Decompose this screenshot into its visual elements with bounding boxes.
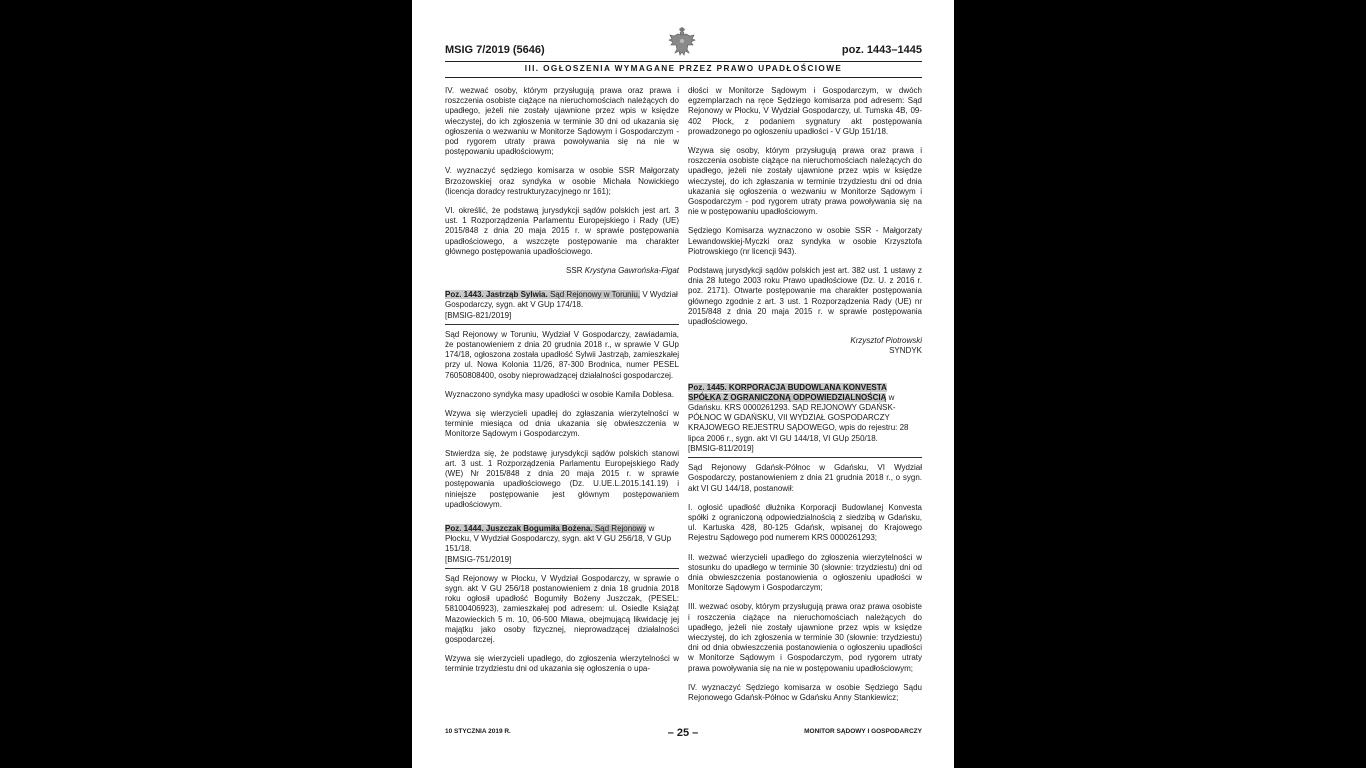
paragraph: I. ogłosić upadłość dłużnika Korporacji Budowlanej Konvesta spółki z ograniczoną odpowiedzialnością z siedzibą w Gdańsku, ul. Kartuska 428, 80-125 Gdańsk, wpisanej do Krajowego Rejestru Sądowego pod numerem KRS 0000261293; bbox=[688, 502, 922, 543]
paragraph: Stwierdza się, że podstawę jurysdykcji sądów polskich stanowi art. 3 ust. 1 Rozporządzenia Parlamentu Europejskiego Rady (WE) Nr 2015/848 z dnia 20 maja 2015 r. w sprawie postępowania upadłościowego (Dz. U.UE.L.2015.141.19) i niniejsze postępowanie jest głównym postępowaniem upadłościowym. bbox=[445, 448, 679, 509]
announcement-number: Poz. 1444. Juszczak Bogumiła Bożena. bbox=[445, 523, 593, 533]
paragraph: II. wezwać wierzycieli upadłego do zgłoszenia wierzytelności w stosunku do upadłego w terminie 30 (słownie: trzydziestu) dni od dnia obwieszczenia postanowienia o ogłoszeniu upadłości w Monitorze Sądowym i Gospodarczym; bbox=[688, 552, 922, 593]
left-column bbox=[445, 86, 679, 684]
announcement-court: Sąd Rejonowy w Toruniu, bbox=[548, 290, 640, 299]
announcement-description: w Gdańsku. KRS 0000261293. SĄD REJONOWY GDAŃSK-PÓŁNOC W GDAŃSKU, VII WYDZIAŁ GOSPODARCZY KRAJOWEGO REJESTRU SĄDOWEGO, wpis do rejestru: 28 lipca 2006 r., sygn. akt VI GU 144/18, VI GUp 250/18. bbox=[688, 392, 909, 443]
signature bbox=[445, 266, 679, 276]
announcement-description: w Płocku, V Wydział Gospodarczy, sygn. akt V GU 256/18, V GUp 151/18. bbox=[445, 523, 672, 554]
signature-prefix: SSR bbox=[566, 266, 583, 276]
right-column bbox=[688, 86, 922, 712]
announcement-court: Sąd Rejonowy bbox=[593, 524, 647, 533]
announcement-ref: [BMSIG-821/2019] bbox=[445, 310, 512, 320]
header-rule-bottom bbox=[445, 77, 922, 78]
paragraph: VI. określić, że podstawą jurysdykcji sądów polskich jest art. 3 ust. 1 Rozporządzenia Parlamentu Europejskiego i Rady (UE) 2015/848 z dnia 20 maja 2015 r. w sprawie postępowania upadłościowego, a wszczęte postępowanie ma charakter głównego postępowania upadłościowego. bbox=[445, 206, 679, 256]
section-title: III. OGŁOSZENIA WYMAGANE PRZEZ PRAWO UPADŁOŚCIOWE bbox=[524, 64, 843, 73]
signature-role: SYNDYK bbox=[889, 346, 922, 356]
paragraph: Sąd Rejonowy w Płocku, V Wydział Gospodarczy, w sprawie o sygn. akt V GU 256/18 postanowieniem z dnia 18 grudnia 2018 roku ogłosił upadłość Bogumiły Bożeny Juszczak, (PESEL: 58100406923), zamieszkałej pod adresem: ul. Osiedle Książąt Mazowieckich 5 m. 10, 06-500 Mława, obejmującą likwidację jej majątku jako osoby fizycznej, nieprowadzącej działalności gospodarczej. bbox=[445, 573, 679, 644]
announcement-header-1445 bbox=[688, 383, 922, 458]
paragraph: III. wezwać osoby, którym przysługują prawa oraz prawa osobiste i roszczenia ciążące na nieruchomościach należących do upadłego, jeżeli nie zostały ujawnione przez wpis w księdze wieczystej, do ich zgłoszenia w terminie 30 (słownie: trzydziestu) dni od dnia obwieszczenia postanowienia o ogłoszeniu upadłości w Monitorze Sądowym i Gospodarczym, pod rygorem utraty prawa powoływania się na nie w postępowaniu upadłościowym; bbox=[688, 602, 922, 673]
announcement-ref: [BMSIG-751/2019] bbox=[445, 554, 512, 564]
paragraph: IV. wezwać osoby, którym przysługują prawa oraz prawa i roszczenia osobiste ciążące na nieruchomościach należących do upadłego, jeżeli nie zostały ujawnione przez wpis w księdze wieczystej, do ich zgłoszenia w terminie 30 dni od ukazania się ogłoszenia o wezwaniu w Monitorze Sądowym i Gospodarczym - pod rygorem utraty prawa powoływania się na nie w postępowaniu upadłościowym; bbox=[445, 86, 679, 157]
position-range: poz. 1443–1445 bbox=[841, 44, 922, 56]
announcement-number: Poz. 1445. KORPORACJA BUDOWLANA KONVESTA SPÓŁKA Z OGRANICZONĄ ODPOWIEDZIALNOŚCIĄ bbox=[688, 382, 887, 402]
announcement-description: V Wydział Gospodarczy, sygn. akt V GUp 174/18. bbox=[445, 290, 678, 310]
paragraph: Sąd Rejonowy w Toruniu, Wydział V Gospodarczy, zawiadamia, że postanowieniem z dnia 20 grudnia 2018 r., w sprawie V GUp 174/18, ogłoszona została upadłość Sylwii Jastrząb, zamieszkałej przy ul. Nowa Kolonia 11/26, 87-300 Brodnica, numer PESEL 76050808400, osoby nieprowadzącej działalności gospodarczej. bbox=[445, 329, 679, 380]
paragraph: Sąd Rejonowy Gdańsk-Północ w Gdańsku, VI Wydział Gospodarczy, postanowieniem z dnia 21 grudnia 2018 r., o sygn. akt VI GU 144/18, postanowił: bbox=[688, 463, 922, 493]
paragraph: Sędziego Komisarza wyznaczono w osobie SSR - Małgorzaty Lewandowskiej-Myczki oraz syndyka w osobie Krzysztofa Piotrowskiego (nr licencji 943). bbox=[688, 226, 922, 256]
announcement-header-1444 bbox=[445, 524, 679, 569]
paragraph: V. wyznaczyć sędziego komisarza w osobie SSR Małgorzaty Brzozowskiej oraz syndyka w osobie Michała Nowickiego (licencja doradcy restrukturyzacyjnego nr 161); bbox=[445, 166, 679, 196]
polish-eagle-emblem-icon bbox=[668, 27, 696, 59]
signature-name: Krzysztof Piotrowski bbox=[850, 336, 922, 346]
paragraph: Wyznaczono syndyka masy upadłości w osobie Kamila Doblesa. bbox=[445, 389, 674, 399]
footer-publication: MONITOR SĄDOWY I GOSPODARCZY bbox=[804, 728, 922, 735]
announcement-header-1443 bbox=[445, 290, 679, 325]
paragraph: dłości w Monitorze Sądowym i Gospodarczym, w dwóch egzemplarzach na ręce Sędziego komisarza pod adresem: Sąd Rejonowy w Płocku, V Wydział Gospodarczy, ul. Tumska 4B, 09-402 Płock, z podaniem sygnatury akt postępowania prowadzonego po ogłoszeniu upadłości - V GUp 151/18. bbox=[688, 86, 922, 136]
paragraph: Wzywa się wierzycieli upadłego, do zgłoszenia wierzytelności w terminie trzydziestu dni od ukazania się ogłoszenia o upa- bbox=[445, 654, 679, 674]
announcement-ref: [BMSIG-811/2019] bbox=[688, 443, 754, 453]
page-number: – 25 – bbox=[667, 727, 699, 739]
footer-date: 10 STYCZNIA 2019 R. bbox=[445, 728, 511, 735]
announcement-number: Poz. 1443. Jastrząb Sylwia. bbox=[445, 290, 548, 300]
paragraph: IV. wyznaczyć Sędziego komisarza w osobie Sędziego Sądu Rejonowego Gdańsk-Północ w Gdańsku Anny Stankiewicz; bbox=[688, 682, 922, 702]
document-page bbox=[412, 0, 954, 768]
signature-name: Krystyna Gawrońska-Figat bbox=[584, 266, 679, 276]
header-rule-top bbox=[445, 61, 922, 62]
issue-number: MSIG 7/2019 (5646) bbox=[445, 44, 545, 56]
paragraph: Wzywa się wierzycieli upadłej do zgłaszania wierzytelności w terminie miesiąca od dnia ukazania się obwieszczenia w Monitorze Sądowym i Gospodarczym. bbox=[445, 409, 679, 439]
paragraph: Wzywa się osoby, którym przysługują prawa oraz prawa i roszczenia osobiste ciążące na nieruchomościach należących do upadłego, jeżeli nie zostały ujawnione przez wpis w księdze wieczystej, do ich zgłaszania w terminie trzydziestu dni od dnia ukazania się ogłoszenia o wezwaniu w Monitorze Sądowym i Gospodarczym - pod rygorem utraty prawa powoływania się na nie w postępowaniu upadłościowym. bbox=[688, 146, 922, 217]
paragraph: Podstawą jurysdykcji sądów polskich jest art. 382 ust. 1 ustawy z dnia 28 lutego 2003 roku Prawo upadłościowe (Dz. U. z 2016 r. poz. 2171). Otwarte postępowanie ma charakter postępowania głównego zgodnie z art. 3 ust. 1 Rozporządzenia Rady (UE) nr 2015/848 z dnia 20 maja 2015 r. w sprawie postępowania upadłościowego. bbox=[688, 266, 922, 327]
